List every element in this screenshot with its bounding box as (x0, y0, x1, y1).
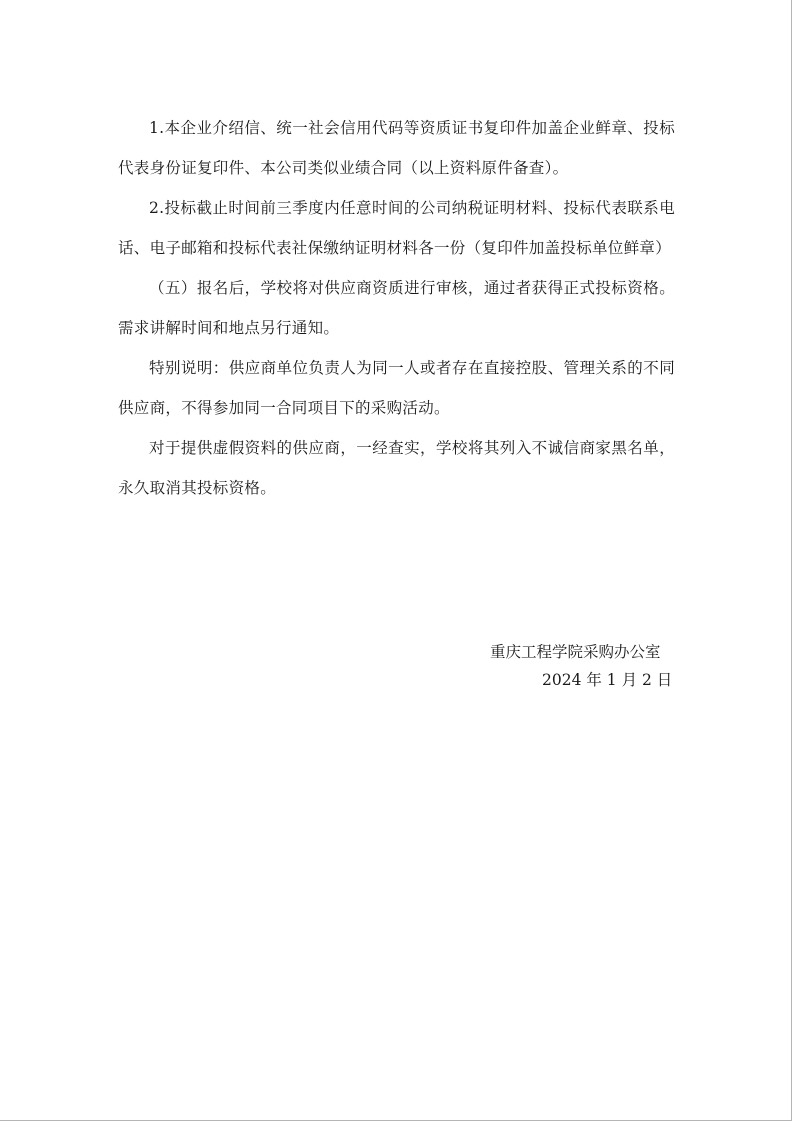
paragraph-item-2: 2.投标截止时间前三季度内任意时间的公司纳税证明材料、投标代表联系电话、电子邮箱和投标代表社保缴纳证明材料各一份（复印件加盖投标单位鲜章） (118, 199, 675, 257)
signature-organization: 重庆工程学院采购办公室 (490, 643, 661, 661)
paragraph-special-note: 特别说明：供应商单位负责人为同一人或者存在直接控股、管理关系的不同供应商，不得参加同一合同项目下的采购活动。 (118, 359, 675, 417)
paragraph-false-info-warning: 对于提供虚假资料的供应商，一经查实，学校将其列入不诚信商家黑名单，永久取消其投标资格。 (118, 439, 675, 497)
document-body (118, 108, 675, 689)
signature-date: 2024 年 1 月 2 日 (542, 671, 673, 689)
paragraph-registration-review: （五）报名后，学校将对供应商资质进行审核，通过者获得正式投标资格。需求讲解时间和地点另行通知。 (118, 279, 675, 337)
paragraph-item-1: 1.本企业介绍信、统一社会信用代码等资质证书复印件加盖企业鲜章、投标代表身份证复印件、本公司类似业绩合同（以上资料原件备查）。 (118, 119, 675, 177)
